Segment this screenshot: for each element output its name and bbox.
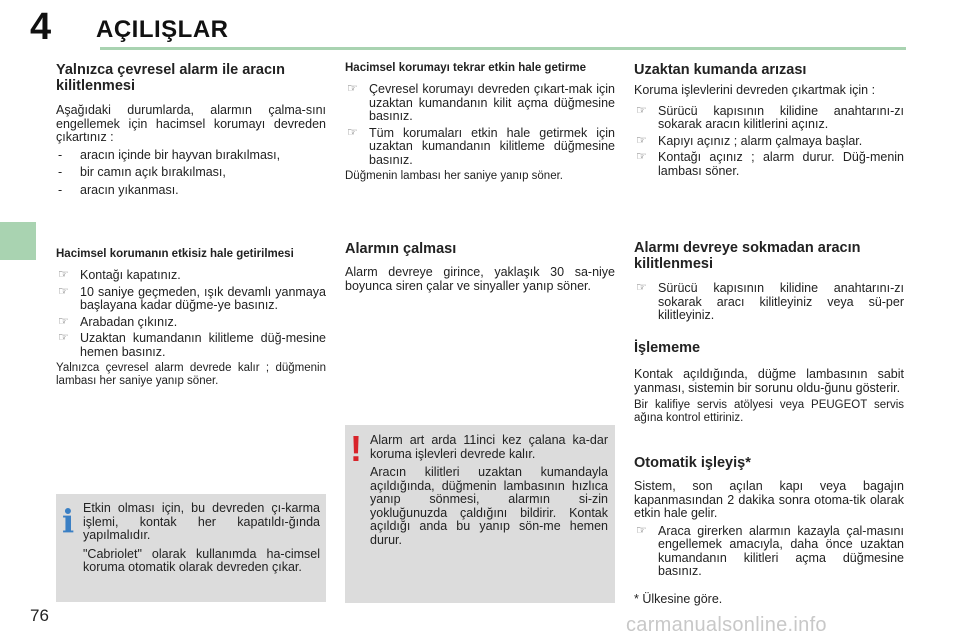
- hand-pointer-icon: ☞: [636, 149, 647, 163]
- section-text: Kontak açıldığında, düğme lambasının sabit yanması, sistemin bir sorunu oldu-ğunu gösterir.: [634, 367, 904, 395]
- section-intro: Aşağıdaki durumlarda, alarmın çalma-sını engellemek için hacimsel korumayı devreden çıkartınız :: [56, 103, 326, 144]
- section-title: İşlememe: [634, 340, 701, 356]
- section-intro: Koruma işlevlerini devreden çıkartmak için :: [634, 83, 876, 97]
- section-text: Sistem, son açılan kapı veya bagajın kapanmasından 2 dakika sonra otoma-tik olarak etkin hale gelir.: [634, 479, 904, 520]
- info-text: Etkin olması için, bu devreden çı-karma işlemi, kontak her kapatıldı-ğında yapılmalıdır.: [83, 501, 320, 542]
- list-item: ☞ Sürücü kapısının kilidine anahtarını-zı sokarak aracı kilitleyiniz veya sü-per kilitleyiniz.: [636, 280, 904, 322]
- dash-marker: -: [58, 182, 63, 197]
- watermark: carmanualsonline.info: [626, 614, 827, 636]
- chapter-side-tab: [0, 222, 36, 260]
- page-number: 76: [30, 606, 49, 625]
- list-item: ☞ Sürücü kapısının kilidine anahtarını-zı sokarak aracın kilitlerini açınız.: [636, 102, 904, 131]
- page-title: AÇILIŞLAR: [96, 16, 229, 43]
- hand-pointer-icon: ☞: [347, 81, 358, 95]
- list-item: ☞ Kontağı kapatınız.: [58, 267, 181, 282]
- list-item: ☞ Araca girerken alarmın kazayla çal-masını engellemek amacıyla, daha önce uzaktan kumandanın kilitleri açma düğmesine basınız.: [636, 522, 904, 578]
- col2-section-reactivate: [345, 62, 615, 183]
- list-item: ☞ Arabadan çıkınız.: [58, 313, 178, 329]
- warning-icon: !: [350, 428, 362, 469]
- list-item: ☞ Kontağı açınız ; alarm durur. Düğ-menin lambası söner.: [636, 149, 904, 178]
- dash-marker: -: [58, 147, 63, 162]
- warning-text: Alarm art arda 11inci kez çalana ka-dar koruma işlevleri devrede kalır.: [370, 433, 608, 461]
- hand-pointer-icon: ☞: [636, 522, 647, 537]
- hand-pointer-icon: ☞: [347, 124, 358, 139]
- col3-section-lock-no-alarm: [634, 240, 904, 326]
- col3-section-malfunction: [634, 340, 904, 424]
- list-item: ☞ Çevresel korumayı devreden çıkart-mak için uzaktan kumandanın kilit açma düğmesine basınız.: [347, 81, 615, 123]
- col1-section-perimeter-only: [56, 62, 326, 201]
- hand-pointer-icon: ☞: [636, 102, 647, 117]
- subsection-title: Hacimsel korumayı tekrar etkin hale getirme: [345, 62, 586, 74]
- section-title: Alarmı devreye sokmadan aracın kilitlenmesi: [634, 240, 861, 272]
- section-text: Alarm devreye girince, yaklaşık 30 sa-niye boyunca siren çalar ve sinyaller yanıp söner.: [345, 265, 615, 293]
- list-item: ☞ Kapıyı açınız ; alarm çalmaya başlar.: [636, 132, 863, 148]
- hand-pointer-icon: ☞: [58, 313, 69, 328]
- col1-section-deactivate: [56, 248, 326, 387]
- col2-section-alarm-trigger: [345, 241, 615, 293]
- hand-pointer-icon: ☞: [636, 132, 647, 147]
- list-item: ☞ 10 saniye geçmeden, ışık devamlı yanmaya başlayana kadar düğme-ye basınız.: [58, 283, 326, 312]
- list-item: - aracın yıkanması.: [58, 182, 179, 197]
- section-title: Alarmın çalması: [345, 241, 457, 257]
- info-box: [56, 494, 326, 602]
- info-text: "Cabriolet" olarak kullanımda ha-cimsel koruma otomatik olarak devreden çıkar.: [83, 546, 320, 574]
- hand-pointer-icon: ☞: [58, 330, 69, 344]
- warning-box: [345, 425, 615, 603]
- chapter-number: 4: [30, 6, 52, 48]
- section-title: Yalnızca çevresel alarm ile aracın kilitlenmesi: [56, 62, 285, 94]
- dash-marker: -: [58, 165, 63, 179]
- warning-text: Aracın kilitleri uzaktan kumandayla açıldığında, düğmenin lambasının hızlıca yanıp sönmesi, alarmın si-zin yokluğunuzda çaldığını bildirir. Kontak açıldığı anda bu yanıp sön-me hemen durur.: [370, 465, 608, 547]
- footnote: * Ülkesine göre.: [634, 592, 723, 606]
- header-rule: [100, 47, 906, 50]
- list-item: - bir camın açık bırakılması,: [58, 165, 226, 179]
- col3-section-remote-failure: [634, 62, 904, 181]
- section-title: Otomatik işleyiş*: [634, 455, 751, 471]
- hand-pointer-icon: ☞: [58, 283, 69, 298]
- hand-pointer-icon: ☞: [58, 267, 69, 281]
- info-icon: i: [62, 502, 75, 540]
- col3-section-automatic: [634, 455, 904, 582]
- section-title: Uzaktan kumanda arızası: [634, 62, 807, 78]
- section-note: Bir kalifiye servis atölyesi veya PEUGEOT servis ağına kontrol ettiriniz.: [634, 399, 904, 424]
- subsection-title: Hacimsel korumanın etkisiz hale getirilmesi: [56, 248, 294, 260]
- hand-pointer-icon: ☞: [636, 280, 647, 294]
- list-item: ☞ Uzaktan kumandanın kilitleme düğ-mesine hemen basınız.: [58, 330, 326, 359]
- section-note: Yalnızca çevresel alarm devrede kalır ; düğmenin lambası her saniye yanıp söner.: [56, 362, 326, 387]
- list-item: ☞ Tüm korumaları etkin hale getirmek için uzaktan kumandanın kilitleme düğmesine basınız.: [347, 124, 615, 167]
- list-item: - aracın içinde bir hayvan bırakılması,: [58, 147, 281, 162]
- section-note: Düğmenin lambası her saniye yanıp söner.: [345, 170, 563, 182]
